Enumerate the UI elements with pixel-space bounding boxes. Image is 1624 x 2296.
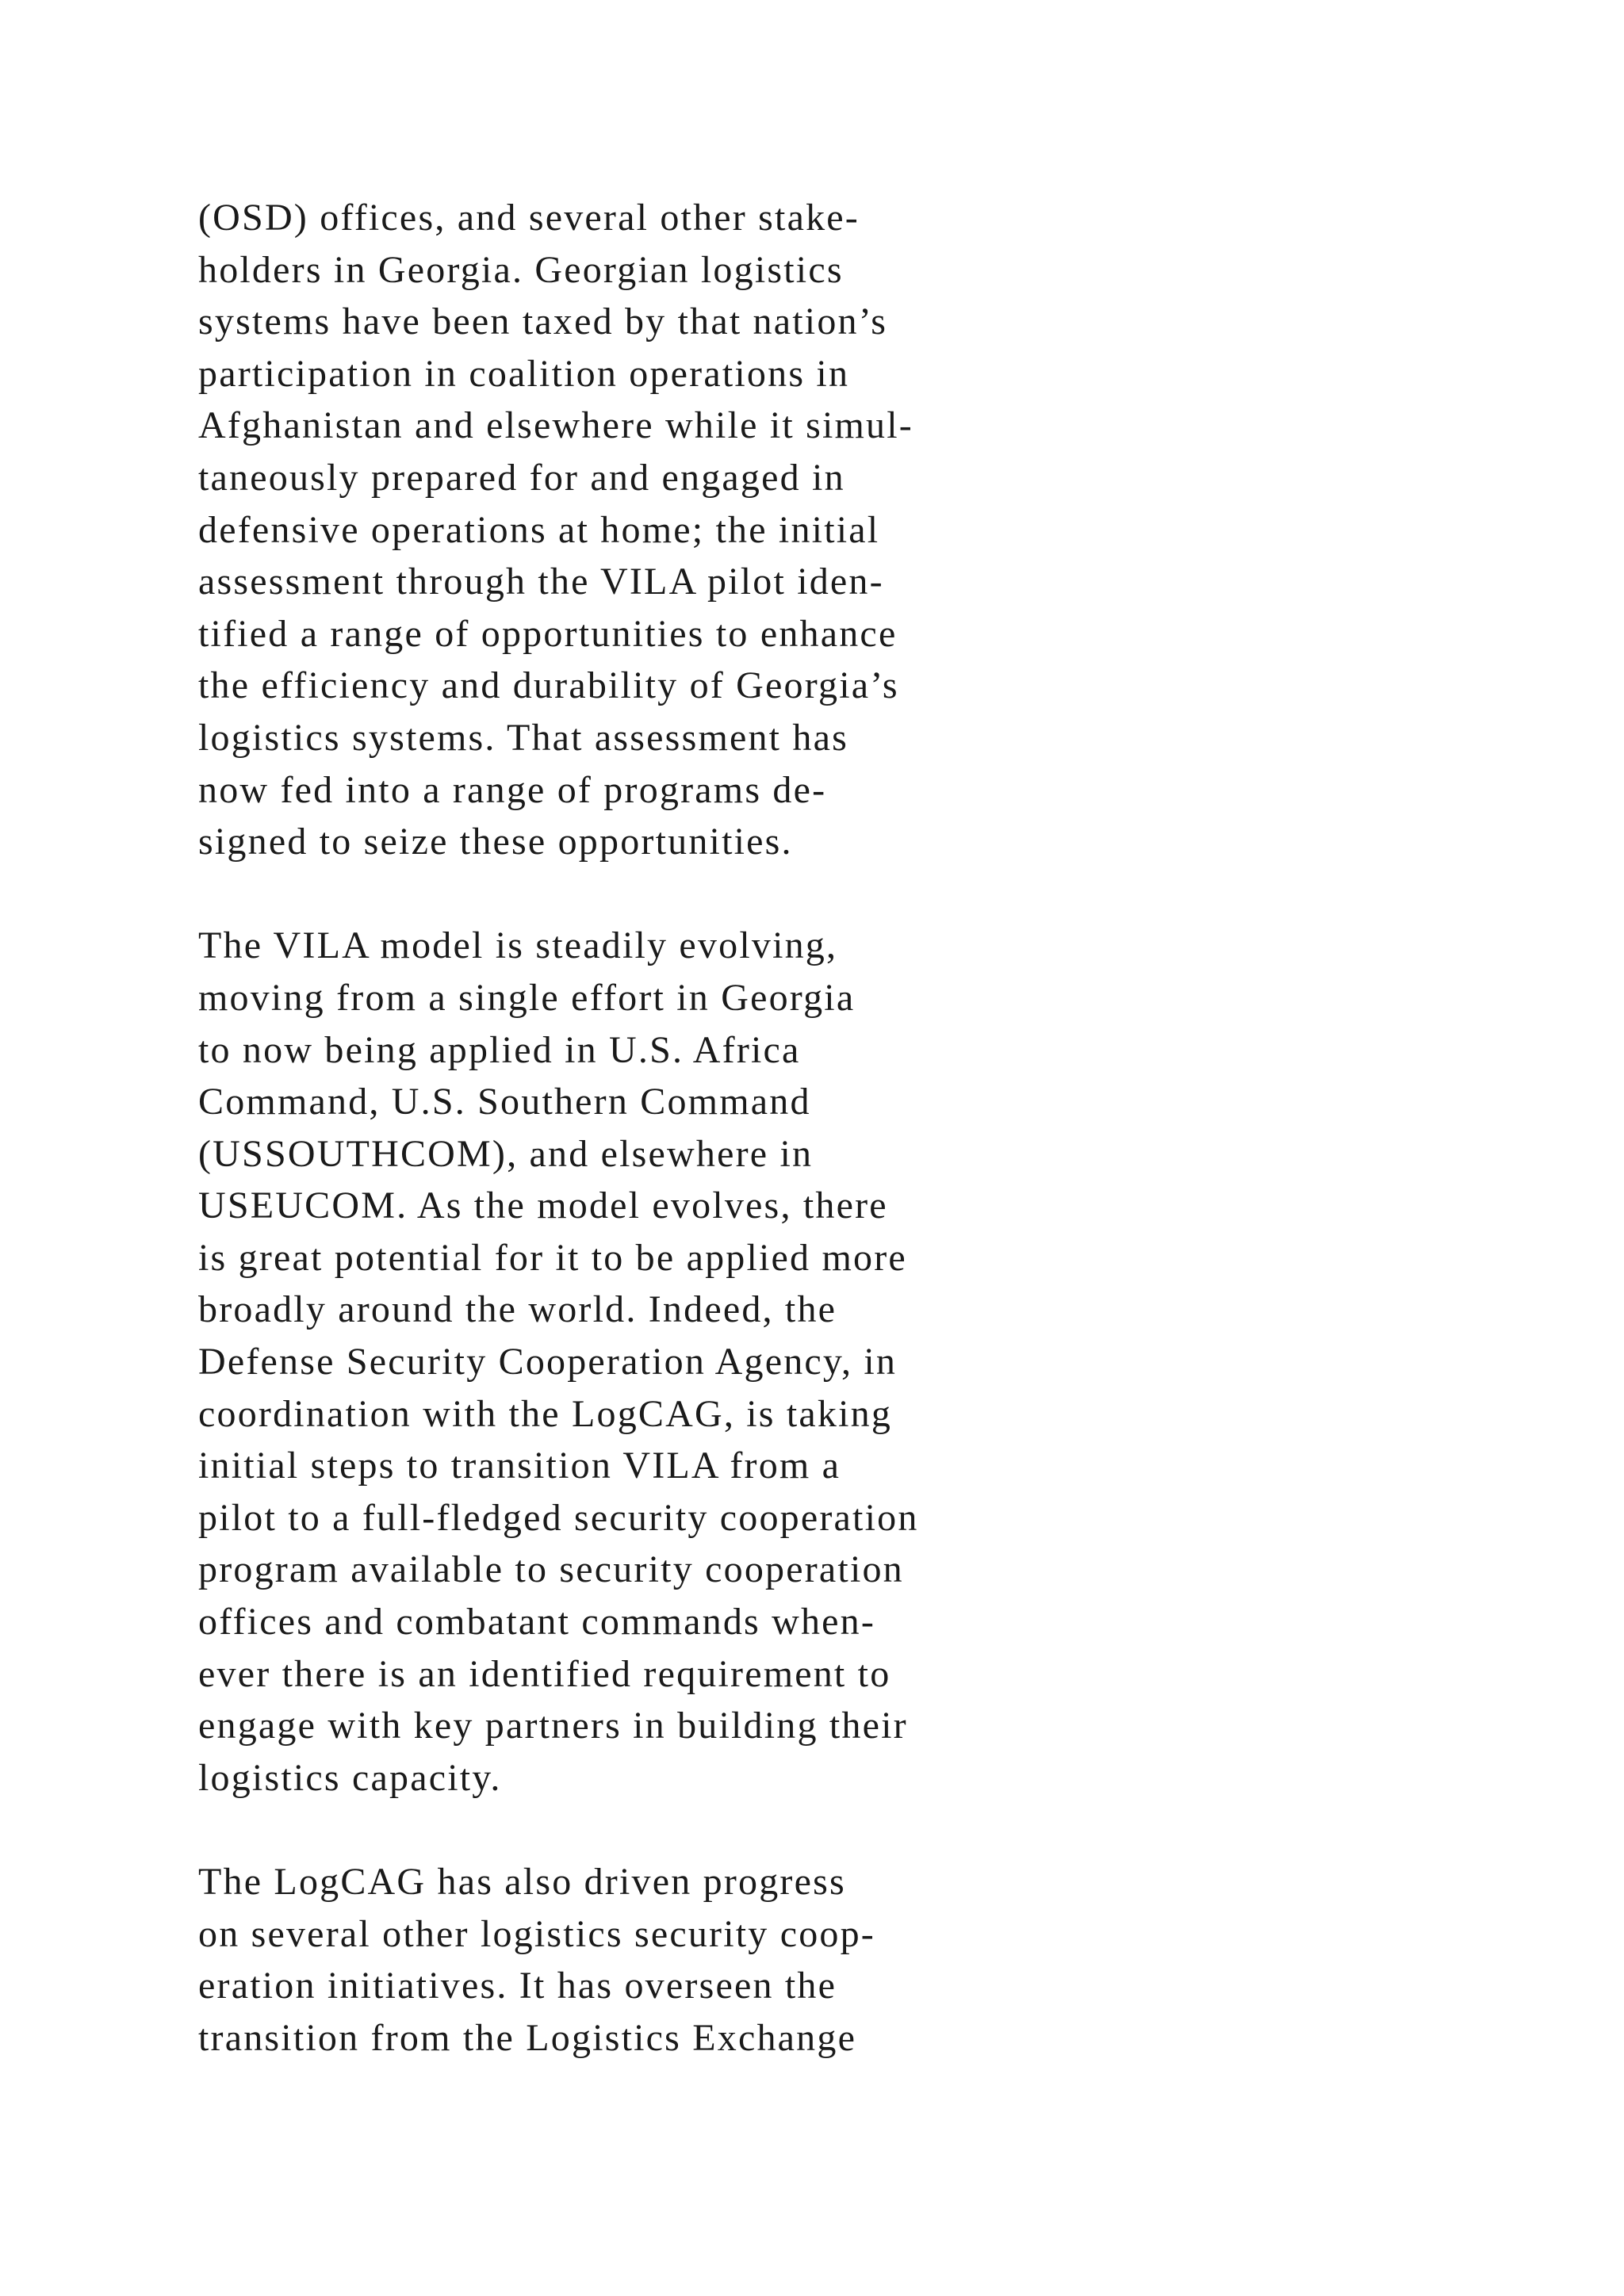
text-line: tified a range of opportunities to enhance	[198, 612, 898, 655]
text-line: (USSOUTHCOM), and elsewhere in	[198, 1132, 814, 1175]
text-line: engage with key partners in building their	[198, 1705, 908, 1747]
text-line: now fed into a range of programs de-	[198, 768, 827, 811]
text-line: logistics systems. That assessment has	[198, 716, 849, 759]
text-line: signed to seize these opportunities.	[198, 821, 793, 863]
text-line: broadly around the world. Indeed, the	[198, 1288, 837, 1331]
paragraph-2	[198, 920, 1071, 1804]
text-line: taneously prepared for and engaged in	[198, 456, 845, 499]
text-line: program available to security cooperation	[198, 1548, 904, 1591]
text-line: The LogCAG has also driven progress	[198, 1861, 846, 1903]
text-line: offices and combatant commands when-	[198, 1601, 876, 1644]
paragraph-1	[198, 192, 1071, 868]
text-line: to now being applied in U.S. Africa	[198, 1028, 801, 1071]
text-line: is great potential for it to be applied more	[198, 1236, 907, 1279]
text-line: (OSD) offices, and several other stake-	[198, 197, 860, 239]
text-line: moving from a single effort in Georgia	[198, 976, 856, 1019]
paragraph-3	[198, 1856, 1071, 2064]
text-line: Afghanistan and elsewhere while it simul-	[198, 404, 914, 447]
text-line: coordination with the LogCAG, is taking	[198, 1392, 893, 1435]
text-line: initial steps to transition VILA from a	[198, 1445, 841, 1487]
text-line: USEUCOM. As the model evolves, there	[198, 1184, 888, 1227]
text-line: eration initiatives. It has overseen the	[198, 1965, 837, 2007]
text-line: on several other logistics security coop-	[198, 1912, 875, 1955]
text-line: holders in Georgia. Georgian logistics	[198, 248, 844, 291]
text-line: Defense Security Cooperation Agency, in	[198, 1341, 898, 1383]
text-line: assessment through the VILA pilot iden-	[198, 561, 884, 603]
text-line: participation in coalition operations in	[198, 352, 850, 395]
text-line: the efficiency and durability of Georgia’s	[198, 664, 899, 707]
text-line: The VILA model is steadily evolving,	[198, 924, 838, 967]
text-column	[198, 192, 1071, 2116]
text-line: defensive operations at home; the initial	[198, 508, 880, 551]
text-line: pilot to a full-fledged security cooperation	[198, 1496, 919, 1539]
text-line: systems have been taxed by that nation’s	[198, 300, 888, 343]
text-line: logistics capacity.	[198, 1756, 502, 1799]
text-line: transition from the Logistics Exchange	[198, 2016, 857, 2059]
text-line: Command, U.S. Southern Command	[198, 1081, 811, 1123]
text-line: ever there is an identified requirement to	[198, 1652, 891, 1695]
